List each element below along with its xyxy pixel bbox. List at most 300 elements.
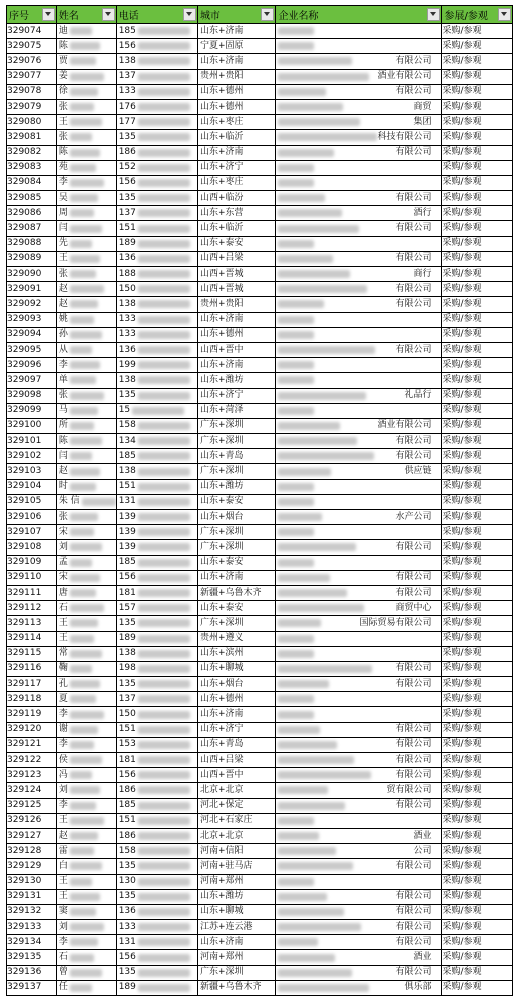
table-row[interactable] — [7, 692, 513, 707]
table-row[interactable] — [7, 753, 513, 768]
cell-phone[interactable] — [116, 753, 197, 768]
cell-city[interactable] — [197, 479, 276, 494]
cell-phone[interactable] — [116, 661, 197, 676]
cell-company[interactable] — [276, 585, 442, 600]
cell-company[interactable] — [276, 920, 442, 935]
cell-company[interactable] — [276, 494, 442, 509]
table-row[interactable] — [7, 388, 513, 403]
cell-name[interactable] — [56, 327, 116, 342]
cell-type[interactable] — [442, 798, 513, 813]
cell-name[interactable] — [56, 175, 116, 190]
cell-id[interactable] — [7, 191, 57, 206]
cell-name[interactable] — [56, 616, 116, 631]
cell-type[interactable] — [442, 130, 513, 145]
cell-id[interactable] — [7, 965, 57, 980]
cell-type[interactable] — [442, 904, 513, 919]
filter-dropdown-icon[interactable] — [427, 8, 440, 21]
table-row[interactable] — [7, 206, 513, 221]
cell-name[interactable] — [56, 950, 116, 965]
cell-type[interactable] — [442, 115, 513, 130]
cell-name[interactable] — [56, 525, 116, 540]
cell-id[interactable] — [7, 601, 57, 616]
cell-company[interactable] — [276, 616, 442, 631]
cell-type[interactable] — [442, 69, 513, 84]
cell-phone[interactable] — [116, 251, 197, 266]
cell-phone[interactable] — [116, 99, 197, 114]
cell-company[interactable] — [276, 145, 442, 160]
cell-company[interactable] — [276, 844, 442, 859]
cell-id[interactable] — [7, 904, 57, 919]
header-name[interactable] — [56, 6, 116, 24]
cell-type[interactable] — [442, 737, 513, 752]
table-row[interactable] — [7, 160, 513, 175]
cell-id[interactable] — [7, 631, 57, 646]
cell-name[interactable] — [56, 585, 116, 600]
cell-id[interactable] — [7, 646, 57, 661]
cell-id[interactable] — [7, 798, 57, 813]
cell-phone[interactable] — [116, 327, 197, 342]
cell-city[interactable] — [197, 828, 276, 843]
cell-id[interactable] — [7, 464, 57, 479]
cell-name[interactable] — [56, 631, 116, 646]
table-row[interactable] — [7, 601, 513, 616]
cell-name[interactable] — [56, 494, 116, 509]
cell-city[interactable] — [197, 859, 276, 874]
cell-city[interactable] — [197, 145, 276, 160]
cell-company[interactable] — [276, 24, 442, 39]
cell-city[interactable] — [197, 737, 276, 752]
cell-name[interactable] — [56, 434, 116, 449]
cell-phone[interactable] — [116, 540, 197, 555]
cell-name[interactable] — [56, 282, 116, 297]
cell-company[interactable] — [276, 282, 442, 297]
cell-type[interactable] — [442, 859, 513, 874]
cell-city[interactable] — [197, 677, 276, 692]
cell-type[interactable] — [442, 753, 513, 768]
cell-type[interactable] — [442, 449, 513, 464]
cell-city[interactable] — [197, 768, 276, 783]
table-row[interactable] — [7, 707, 513, 722]
table-row[interactable] — [7, 920, 513, 935]
cell-phone[interactable] — [116, 267, 197, 282]
cell-id[interactable] — [7, 828, 57, 843]
cell-phone[interactable] — [116, 768, 197, 783]
cell-name[interactable] — [56, 737, 116, 752]
cell-phone[interactable] — [116, 874, 197, 889]
cell-company[interactable] — [276, 601, 442, 616]
cell-phone[interactable] — [116, 358, 197, 373]
cell-city[interactable] — [197, 130, 276, 145]
cell-id[interactable] — [7, 692, 57, 707]
cell-type[interactable] — [442, 175, 513, 190]
table-row[interactable] — [7, 175, 513, 190]
cell-city[interactable] — [197, 783, 276, 798]
table-row[interactable] — [7, 99, 513, 114]
cell-company[interactable] — [276, 631, 442, 646]
cell-type[interactable] — [442, 661, 513, 676]
cell-name[interactable] — [56, 145, 116, 160]
cell-city[interactable] — [197, 373, 276, 388]
cell-type[interactable] — [442, 479, 513, 494]
cell-id[interactable] — [7, 813, 57, 828]
cell-phone[interactable] — [116, 585, 197, 600]
table-row[interactable] — [7, 859, 513, 874]
header-type[interactable] — [442, 6, 513, 24]
cell-city[interactable] — [197, 191, 276, 206]
cell-id[interactable] — [7, 783, 57, 798]
cell-phone[interactable] — [116, 494, 197, 509]
cell-name[interactable] — [56, 570, 116, 585]
cell-type[interactable] — [442, 510, 513, 525]
cell-type[interactable] — [442, 160, 513, 175]
cell-id[interactable] — [7, 358, 57, 373]
cell-city[interactable] — [197, 935, 276, 950]
cell-id[interactable] — [7, 282, 57, 297]
cell-name[interactable] — [56, 753, 116, 768]
cell-phone[interactable] — [116, 570, 197, 585]
cell-company[interactable] — [276, 160, 442, 175]
table-row[interactable] — [7, 935, 513, 950]
cell-type[interactable] — [442, 221, 513, 236]
table-row[interactable] — [7, 813, 513, 828]
cell-city[interactable] — [197, 707, 276, 722]
cell-company[interactable] — [276, 115, 442, 130]
cell-phone[interactable] — [116, 464, 197, 479]
table-row[interactable] — [7, 494, 513, 509]
cell-city[interactable] — [197, 722, 276, 737]
cell-phone[interactable] — [116, 24, 197, 39]
cell-company[interactable] — [276, 570, 442, 585]
cell-type[interactable] — [442, 555, 513, 570]
cell-phone[interactable] — [116, 449, 197, 464]
cell-company[interactable] — [276, 904, 442, 919]
cell-city[interactable] — [197, 251, 276, 266]
cell-city[interactable] — [197, 297, 276, 312]
cell-city[interactable] — [197, 525, 276, 540]
cell-id[interactable] — [7, 206, 57, 221]
cell-type[interactable] — [442, 373, 513, 388]
cell-type[interactable] — [442, 145, 513, 160]
table-row[interactable] — [7, 722, 513, 737]
cell-type[interactable] — [442, 388, 513, 403]
cell-phone[interactable] — [116, 555, 197, 570]
cell-id[interactable] — [7, 115, 57, 130]
cell-phone[interactable] — [116, 692, 197, 707]
cell-company[interactable] — [276, 84, 442, 99]
cell-city[interactable] — [197, 585, 276, 600]
table-row[interactable] — [7, 889, 513, 904]
cell-id[interactable] — [7, 722, 57, 737]
cell-id[interactable] — [7, 510, 57, 525]
table-row[interactable] — [7, 980, 513, 995]
cell-company[interactable] — [276, 510, 442, 525]
cell-type[interactable] — [442, 327, 513, 342]
cell-id[interactable] — [7, 267, 57, 282]
table-row[interactable] — [7, 403, 513, 418]
table-row[interactable] — [7, 24, 513, 39]
cell-id[interactable] — [7, 312, 57, 327]
header-phone[interactable] — [116, 6, 197, 24]
cell-company[interactable] — [276, 236, 442, 251]
cell-id[interactable] — [7, 935, 57, 950]
cell-id[interactable] — [7, 434, 57, 449]
cell-phone[interactable] — [116, 844, 197, 859]
cell-company[interactable] — [276, 525, 442, 540]
cell-phone[interactable] — [116, 980, 197, 995]
cell-phone[interactable] — [116, 236, 197, 251]
cell-company[interactable] — [276, 661, 442, 676]
table-row[interactable] — [7, 631, 513, 646]
cell-name[interactable] — [56, 646, 116, 661]
cell-city[interactable] — [197, 327, 276, 342]
cell-type[interactable] — [442, 965, 513, 980]
cell-company[interactable] — [276, 388, 442, 403]
cell-city[interactable] — [197, 267, 276, 282]
cell-company[interactable] — [276, 191, 442, 206]
cell-name[interactable] — [56, 403, 116, 418]
table-row[interactable] — [7, 661, 513, 676]
cell-name[interactable] — [56, 965, 116, 980]
table-row[interactable] — [7, 510, 513, 525]
cell-phone[interactable] — [116, 616, 197, 631]
cell-name[interactable] — [56, 555, 116, 570]
cell-company[interactable] — [276, 889, 442, 904]
cell-name[interactable] — [56, 342, 116, 357]
cell-name[interactable] — [56, 251, 116, 266]
cell-city[interactable] — [197, 99, 276, 114]
cell-id[interactable] — [7, 889, 57, 904]
cell-id[interactable] — [7, 707, 57, 722]
table-row[interactable] — [7, 798, 513, 813]
cell-id[interactable] — [7, 84, 57, 99]
cell-id[interactable] — [7, 920, 57, 935]
table-row[interactable] — [7, 783, 513, 798]
cell-name[interactable] — [56, 24, 116, 39]
cell-type[interactable] — [442, 935, 513, 950]
table-row[interactable] — [7, 145, 513, 160]
cell-company[interactable] — [276, 965, 442, 980]
table-row[interactable] — [7, 677, 513, 692]
cell-name[interactable] — [56, 221, 116, 236]
cell-phone[interactable] — [116, 798, 197, 813]
table-row[interactable] — [7, 236, 513, 251]
cell-city[interactable] — [197, 236, 276, 251]
cell-name[interactable] — [56, 768, 116, 783]
cell-type[interactable] — [442, 39, 513, 54]
cell-name[interactable] — [56, 510, 116, 525]
cell-phone[interactable] — [116, 175, 197, 190]
cell-city[interactable] — [197, 449, 276, 464]
cell-type[interactable] — [442, 403, 513, 418]
cell-id[interactable] — [7, 297, 57, 312]
cell-company[interactable] — [276, 555, 442, 570]
cell-phone[interactable] — [116, 418, 197, 433]
cell-type[interactable] — [442, 631, 513, 646]
cell-city[interactable] — [197, 950, 276, 965]
cell-phone[interactable] — [116, 388, 197, 403]
cell-name[interactable] — [56, 84, 116, 99]
cell-phone[interactable] — [116, 525, 197, 540]
cell-name[interactable] — [56, 798, 116, 813]
cell-city[interactable] — [197, 661, 276, 676]
cell-phone[interactable] — [116, 935, 197, 950]
cell-city[interactable] — [197, 312, 276, 327]
cell-name[interactable] — [56, 54, 116, 69]
cell-type[interactable] — [442, 783, 513, 798]
cell-name[interactable] — [56, 312, 116, 327]
table-row[interactable] — [7, 358, 513, 373]
cell-name[interactable] — [56, 206, 116, 221]
cell-id[interactable] — [7, 570, 57, 585]
cell-company[interactable] — [276, 935, 442, 950]
cell-city[interactable] — [197, 980, 276, 995]
table-row[interactable] — [7, 282, 513, 297]
cell-type[interactable] — [442, 874, 513, 889]
cell-company[interactable] — [276, 813, 442, 828]
cell-phone[interactable] — [116, 342, 197, 357]
cell-phone[interactable] — [116, 145, 197, 160]
cell-city[interactable] — [197, 24, 276, 39]
table-row[interactable] — [7, 525, 513, 540]
cell-type[interactable] — [442, 267, 513, 282]
table-row[interactable] — [7, 479, 513, 494]
cell-name[interactable] — [56, 69, 116, 84]
cell-type[interactable] — [442, 84, 513, 99]
table-row[interactable] — [7, 130, 513, 145]
cell-id[interactable] — [7, 221, 57, 236]
table-row[interactable] — [7, 251, 513, 266]
cell-type[interactable] — [442, 312, 513, 327]
cell-company[interactable] — [276, 342, 442, 357]
cell-phone[interactable] — [116, 722, 197, 737]
cell-id[interactable] — [7, 844, 57, 859]
cell-phone[interactable] — [116, 783, 197, 798]
table-row[interactable] — [7, 616, 513, 631]
cell-id[interactable] — [7, 327, 57, 342]
table-row[interactable] — [7, 312, 513, 327]
cell-id[interactable] — [7, 616, 57, 631]
cell-phone[interactable] — [116, 631, 197, 646]
cell-name[interactable] — [56, 39, 116, 54]
cell-phone[interactable] — [116, 813, 197, 828]
cell-type[interactable] — [442, 342, 513, 357]
filter-dropdown-icon[interactable] — [183, 8, 196, 21]
cell-company[interactable] — [276, 312, 442, 327]
cell-phone[interactable] — [116, 434, 197, 449]
cell-type[interactable] — [442, 206, 513, 221]
cell-name[interactable] — [56, 677, 116, 692]
cell-city[interactable] — [197, 753, 276, 768]
cell-company[interactable] — [276, 297, 442, 312]
cell-company[interactable] — [276, 646, 442, 661]
cell-type[interactable] — [442, 191, 513, 206]
cell-id[interactable] — [7, 753, 57, 768]
cell-id[interactable] — [7, 160, 57, 175]
cell-company[interactable] — [276, 798, 442, 813]
cell-company[interactable] — [276, 783, 442, 798]
cell-name[interactable] — [56, 692, 116, 707]
cell-company[interactable] — [276, 418, 442, 433]
cell-city[interactable] — [197, 342, 276, 357]
cell-name[interactable] — [56, 297, 116, 312]
cell-phone[interactable] — [116, 510, 197, 525]
cell-city[interactable] — [197, 965, 276, 980]
cell-name[interactable] — [56, 418, 116, 433]
cell-type[interactable] — [442, 236, 513, 251]
cell-company[interactable] — [276, 707, 442, 722]
cell-phone[interactable] — [116, 297, 197, 312]
cell-name[interactable] — [56, 889, 116, 904]
cell-company[interactable] — [276, 221, 442, 236]
cell-id[interactable] — [7, 388, 57, 403]
cell-city[interactable] — [197, 616, 276, 631]
cell-id[interactable] — [7, 69, 57, 84]
cell-type[interactable] — [442, 950, 513, 965]
cell-type[interactable] — [442, 813, 513, 828]
cell-phone[interactable] — [116, 312, 197, 327]
table-row[interactable] — [7, 874, 513, 889]
cell-company[interactable] — [276, 175, 442, 190]
table-row[interactable] — [7, 449, 513, 464]
cell-name[interactable] — [56, 707, 116, 722]
table-row[interactable] — [7, 950, 513, 965]
cell-company[interactable] — [276, 768, 442, 783]
cell-city[interactable] — [197, 601, 276, 616]
cell-city[interactable] — [197, 221, 276, 236]
table-row[interactable] — [7, 768, 513, 783]
table-row[interactable] — [7, 191, 513, 206]
cell-city[interactable] — [197, 494, 276, 509]
cell-city[interactable] — [197, 206, 276, 221]
cell-city[interactable] — [197, 358, 276, 373]
cell-city[interactable] — [197, 920, 276, 935]
cell-phone[interactable] — [116, 69, 197, 84]
cell-name[interactable] — [56, 191, 116, 206]
cell-company[interactable] — [276, 99, 442, 114]
table-row[interactable] — [7, 54, 513, 69]
cell-company[interactable] — [276, 206, 442, 221]
cell-phone[interactable] — [116, 206, 197, 221]
cell-company[interactable] — [276, 540, 442, 555]
table-row[interactable] — [7, 221, 513, 236]
cell-name[interactable] — [56, 464, 116, 479]
table-row[interactable] — [7, 646, 513, 661]
cell-company[interactable] — [276, 373, 442, 388]
cell-name[interactable] — [56, 783, 116, 798]
cell-name[interactable] — [56, 813, 116, 828]
filter-dropdown-icon[interactable] — [498, 8, 511, 21]
cell-phone[interactable] — [116, 373, 197, 388]
cell-company[interactable] — [276, 403, 442, 418]
cell-company[interactable] — [276, 828, 442, 843]
table-row[interactable] — [7, 327, 513, 342]
table-row[interactable] — [7, 965, 513, 980]
cell-phone[interactable] — [116, 965, 197, 980]
header-city[interactable] — [197, 6, 276, 24]
cell-type[interactable] — [442, 920, 513, 935]
cell-type[interactable] — [442, 297, 513, 312]
cell-city[interactable] — [197, 874, 276, 889]
cell-name[interactable] — [56, 540, 116, 555]
table-row[interactable] — [7, 844, 513, 859]
cell-type[interactable] — [442, 434, 513, 449]
table-row[interactable] — [7, 737, 513, 752]
cell-city[interactable] — [197, 175, 276, 190]
cell-company[interactable] — [276, 54, 442, 69]
cell-id[interactable] — [7, 479, 57, 494]
cell-id[interactable] — [7, 418, 57, 433]
cell-company[interactable] — [276, 251, 442, 266]
